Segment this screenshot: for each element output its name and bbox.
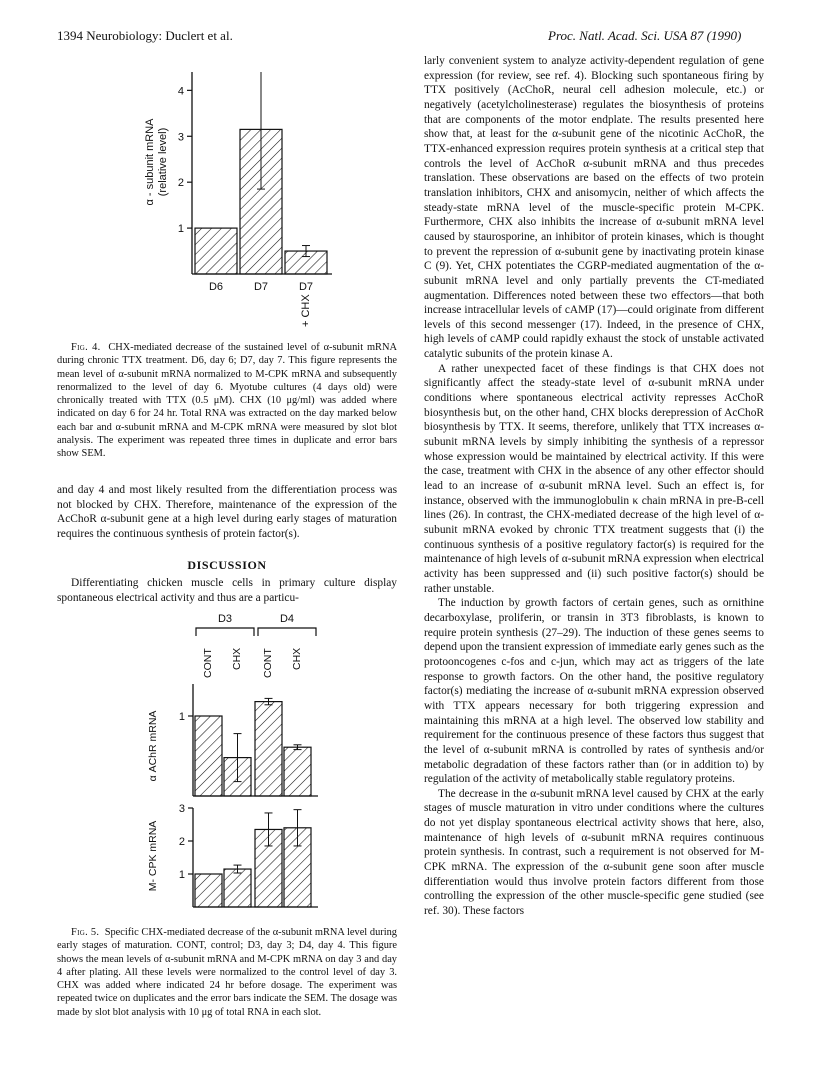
fig5-group-d3-label: D3 — [217, 613, 233, 625]
fig4-caption-text: CHX-mediated decrease of the sustained level of α-subunit mRNA during chronic TTX treatment. D6, day 6; D7, day 7. This figure represents the mean level of α-subunit mRNA normalized to M-CPK mRNA and subsequently renormalized to the level of day 6. Myotube cultures (4 days old) were chronically treated with TTX (0.5 μM). CHX (10 μg/ml) was added where indicated on day 6 for 24 hr. Total RNA was extracted on the day marked below each bar and α-subunit mRNA and M-CPK mRNA were measured by slot blot analysis. The experiment was repeated three times in duplicate and error bars show SEM. — [57, 342, 397, 460]
paragraph: Differentiating chicken muscle cells in primary culture display spontaneous electrical activity and thus are a particu- — [57, 577, 397, 604]
y-tick-label: 3 — [178, 803, 185, 815]
fig5-group-d4-label: D4 — [279, 613, 295, 625]
category-label: D7 — [253, 281, 269, 293]
y-tick-label: 2 — [178, 836, 185, 848]
bar — [284, 747, 311, 796]
figure-4-caption — [57, 341, 397, 461]
running-header-left: 1394 Neurobiology: Duclert et al. — [57, 28, 233, 43]
bar — [224, 869, 251, 907]
fig5-cond-d4-cont: CONT — [262, 648, 274, 678]
figure-5-chart — [140, 608, 360, 918]
y-tick-label: 4 — [177, 85, 184, 98]
y-tick-label: 3 — [177, 131, 184, 144]
paragraph: larly convenient system to analyze activity-dependent regulation of gene expression (for review, see ref. 4). Blocking such spontaneous firing by TTX positively (AcChoR, neural cell adhesion molecule, etc.) or negatively (acetylcholinesterase) regulates the biosynthesis of proteins that are components of the motor endplate. The results presented here show that, at least for the α-subunit gene of the nicotinic AcChoR, the TTX-enhanced expression requires protein synthesis at a critical step that controls the level of AcChoR α-subunit mRNA and thus precedes translation. These observations are based on the effects of two protein translation inhibitors, CHX and anisomycin, neither of which affects the steady-state mRNA level of the muscle-specific protein M-CPK. Furthermore, CHX also inhibits the increase of α-subunit mRNA level caused by staurosporine, an inhibitor of protein kinases, which is thought to prevent the repression of α-subunit gene by inactivating protein kinase C (9). Yet, CHX potentiates the CGRP-mediated augmentation of the α-subunit mRNA level and only partially prevents the CT-mediated augmentation. Differences noted between these two effectors—that both increase intracellular levels of cAMP (17)—could originate from different levels of this second messenger (17). Indeed, in the presence of CHX, high levels of cAMP could rapidly exhaust the stock of unstable activated catalytic subunits of the protein kinase A. — [424, 55, 764, 361]
fig4-ylabel-line1: α - subunit mRNA — [144, 118, 156, 206]
y-tick-label: 2 — [177, 177, 184, 190]
fig5-bottom-plot — [179, 803, 318, 907]
figure-4-chart — [120, 72, 360, 332]
fig5-cond-d3-chx: CHX — [231, 647, 243, 670]
bar — [195, 874, 222, 907]
running-header-right: Proc. Natl. Acad. Sci. USA 87 (1990) — [548, 28, 742, 43]
bar — [195, 228, 237, 274]
discussion-heading: DISCUSSION — [187, 558, 267, 572]
category-label: D6 — [208, 281, 224, 293]
fig4-plot-area — [178, 72, 332, 327]
fig5-cond-d3-cont: CONT — [202, 648, 214, 678]
fig5-top-ylabel: α AChR mRNA — [147, 710, 159, 782]
paragraph: A rather unexpected facet of these findings is that CHX does not significantly affect the steady-state level of α-subunit mRNA under conditions where spontaneous electrical activity represses AcChoR biosynthesis but, on the other hand, CHX blocks derepression of AcChoR biosynthesis by TTX. It seems, therefore, unlikely that TTX increases α-subunit mRNA levels by simply inhibiting the synthesis of a repressor whose expression would be maintained by electrical activity. If this were the case, treatment with CHX in the absence of any other effector should lead to an increase of α-subunit mRNA level. Such an effect is, for instance, observed with the immunoglobulin κ chain mRNA in pre-B-cell lines (26). In contrast, the CHX-mediated decrease of the high level of α-subunit mRNA evoked by chronic TTX treatment suggests that (i) the continuous synthesis of a positive regulatory factor(s) is required for the maintenance of high levels of α-subunit mRNA expression when electrical activity has been suppressed and (ii) such positive factor(s) should be rather unstable. — [424, 362, 764, 595]
bar — [255, 702, 282, 796]
figure-5-caption — [57, 926, 397, 1019]
y-tick-label: 1 — [178, 869, 185, 881]
bar — [195, 716, 222, 796]
paragraph: The decrease in the α-subunit mRNA level caused by CHX at the early stages of muscle maturation in vitro under conditions where the cultures do not yet display spontaneous electrical activity shows that here, also, maintenance of high levels of α-subunit mRNA requires continuous protein synthesis. In contrast, such a requirement is not observed for M-CPK mRNA. The expression of the α-subunit gene soon after muscle differentiation would thus involve protein factors different from those controlling the expression of the other muscle-specific gene studied (see ref. 30). These factors — [424, 787, 764, 918]
fig5-caption-label: Fig. 5. — [71, 927, 100, 938]
paragraph: and day 4 and most likely resulted from the differentiation process was not blocked by CHX. Therefore, maintenance of the expression of the AcChoR α-subunit gene at a high level during early stages of maturation requires the continuous synthesis of protein factor(s). — [57, 484, 397, 540]
fig5-top-plot — [179, 684, 318, 796]
fig5-group-brackets — [196, 628, 316, 636]
fig5-cond-d4-chx: CHX — [291, 647, 303, 670]
y-tick-label: 1 — [178, 711, 185, 723]
category-label-chx: + CHX — [300, 294, 312, 327]
fig5-caption-text: Specific CHX-mediated decrease of the α-subunit mRNA level during early stages of maturation. CONT, control; D3, day 3; D4, day 4. This figure shows the mean levels of α-subunit mRNA and M-CPK mRNA on day 3 and day 4 after plating. All these levels were normalized to the control level of day 3. CHX was added where indicated 24 hr before dosage. The experiment was repeated twice on duplicates and the error bars indicate the SEM. The dosage was made by slot blot analysis with 10 μg of total RNA in each slot. — [57, 927, 397, 1018]
fig5-bottom-ylabel: M- CPK mRNA — [147, 820, 159, 892]
discussion-body-left — [57, 576, 397, 605]
fig4-yaxis-title — [144, 118, 169, 206]
fig4-ylabel-line2: (relative level) — [157, 127, 169, 197]
fig4-caption-label: Fig. 4. — [71, 342, 101, 353]
fig4-continuation-text — [57, 483, 397, 542]
category-label: D7 — [298, 281, 314, 293]
y-tick-label: 1 — [177, 223, 184, 236]
right-column-text — [424, 54, 764, 919]
paragraph: The induction by growth factors of certain genes, such as ornithine decarboxylase, proliferin, or transin in 3T3 fibroblasts, is known to require protein synthesis (27–29). The induction of these genes seems to depend upon the transient expression of immediate early genes such as the protooncogenes c-fos and c-jun, which may act as triggers of the late response to growth factors. On the other hand, the positive regulatory factor(s) mediating the increase of α-subunit mRNA expression observed with TTX appears necessary for both triggering expression and maintaining this mRNA at a high level. The observed low stability and requirement for the continuous presence of these factors thus suggest that the level of α-subunit mRNA is controlled by rates of synthesis and/or metabolic degradation of these factors rather than (or in addition to) by regulation of the activity of metabolically stable regulatory proteins. — [424, 597, 764, 786]
